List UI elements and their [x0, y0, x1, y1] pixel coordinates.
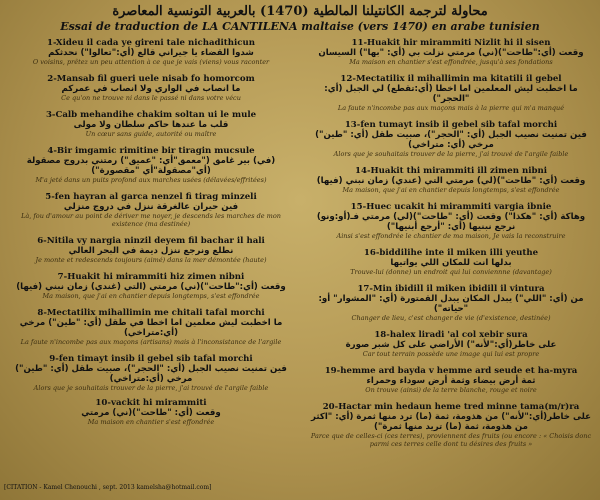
- verse-arabic-translation: وقعت (أي:"طاحت")(ني) مرمتي نزلت بي (أي: "بها") السيسان: [318, 48, 584, 58]
- verse-french-translation: Alors que je souhaitais trouver de la pierre, j'ai trouvé de l'argile faible: [33, 384, 269, 392]
- verse-arabic-translation: شدوا القضاء يا جيراني قالع (أي:"تعالوا") نحدثكم: [48, 48, 254, 58]
- verse-block: [306, 284, 596, 322]
- verse-block: [6, 110, 296, 138]
- verse-arabic-translation: وقعت (أي: "طاحت")(ني) مرمتي: [81, 408, 221, 418]
- verse-block: [6, 236, 296, 264]
- verse-french-translation: La faute n'incombe pas aux maçons mais à la pierre qui m'a manqué: [337, 104, 565, 112]
- verse-arabic-translation: فين تمنيت نصيب الجبل (أي: "الحجر")، صبيت طقل (أي: "طين") مرخي (أي: متراخي): [315, 130, 587, 150]
- verse-french-translation: Trouve-lui (donne) un endroit qui lui conviennne (davantage): [350, 268, 552, 276]
- verse-french-translation: O voisins, prêtez un peu attention à ce que je vais (viens) vous raconter: [32, 58, 270, 66]
- verse-maltese-line: 5-fen hayran al garca nenzel fi tirag minzeli: [45, 192, 257, 202]
- verse-arabic-translation: وقعت (أي:"طاحت")(ني) مرمتي (التي (غندي) زمان نبني (فيها): [16, 282, 286, 292]
- verse-arabic-translation: وهاكة (أي: "هكذا") وقعت (أي: "طاحت")(لي) مرمتي فـ(أو:ونو) نرجع نبنيها (أي: "أرجع أبنيها"): [316, 212, 586, 232]
- verse-maltese-line: 13-fen tumayt insib il gebel sib tafal morchi: [344, 120, 558, 130]
- verse-maltese-line: 8-Mectatilix mihallimin me chitali tafal morchi: [37, 308, 265, 318]
- verse-french-translation: On trouve (ainsi) de la terre blanche, rouge et noire: [365, 386, 537, 394]
- verse-maltese-line: 16-biddilihe inte il miken illi yeuthe: [363, 248, 539, 258]
- french-subtitle: Essai de traduction de LA CANTILENA maltaise (vers 1470) en arabe tunisien: [60, 20, 540, 33]
- verse-block: [306, 120, 596, 158]
- verse-arabic-translation: فين حيران عالغرقة ننزل في دروج منزلي: [63, 202, 239, 212]
- verse-block: [6, 74, 296, 102]
- verse-block: [306, 202, 596, 240]
- verse-block: [306, 366, 596, 394]
- verse-arabic-translation: نطلع ونرجع ننزل ديمة في البحر العالي: [68, 246, 234, 256]
- verse-maltese-line: 7-Huakit hi mirammiti hiz zimen nibni: [57, 272, 245, 282]
- verse-block: [306, 330, 596, 358]
- verse-block: [6, 272, 296, 300]
- verse-maltese-line: 6-Nitila vy nargia ninzil deyem fil bachar il hali: [37, 236, 265, 246]
- citation-footer: [CITATION - Kamel Chenouchi , sept. 2013 kamelsha@hotmail.com]: [4, 484, 212, 491]
- verse-maltese-line: 10-vackit hi mirammiti: [95, 398, 207, 408]
- verse-french-translation: Parce que de celles-ci (ces terres), proviennent des fruits (ou encore : « Choisis donc parmi ces terres celle dont tu désires des fruits »: [310, 432, 592, 448]
- verse-arabic-translation: ما انصاب في الواري ولا انصاب في عمركم: [61, 84, 241, 94]
- verse-arabic-translation: على خاطر(أي:"لأنه") من هذومة، ثمة (ما) ترد منها ثمرة (أي: "اكثر من هذومة، ثمة (ما) تريد منها ثمرة"): [310, 412, 592, 432]
- verse-arabic-translation: (في) بير غامق ("معمق"أي: "عميق") رمتني بدروج مصقولة (أي"مصقولة"أي "مقصورة"): [26, 156, 276, 176]
- verse-maltese-line: 12-Mectatilix il mihallimin ma kitatili il gebel: [340, 74, 562, 84]
- verse-french-translation: Je monte et redescends toujours (aimé) dans la mer démontée (haute): [35, 256, 267, 264]
- verse-arabic-translation: ثمة أرض بيضاء وثمة أرض سوداء وحمراء: [366, 376, 536, 386]
- verse-block: [306, 38, 596, 66]
- verse-french-translation: Alors que je souhaitais trouver de la pierre, j'ai trouvé de l'argile faible: [333, 150, 569, 158]
- verse-french-translation: Ce qu'on ne trouve ni dans le passé ni dans votre vécu: [61, 94, 241, 102]
- verse-maltese-line: 19-hemme ard bayda v hemme ard seude et ha-myra: [324, 366, 578, 376]
- verse-block: [6, 146, 296, 184]
- verse-french-translation: La faute n'incombe pas aux maçons (artisans) mais à l'inconsistance de l'argile: [20, 338, 282, 346]
- verse-french-translation: Ainsi s'est effondrée le chantier de ma maison, Je vais la reconstruire: [336, 232, 566, 240]
- verse-block: [6, 192, 296, 228]
- arabic-title: محاولة لترجمة الكانتيلنا المالطية (1470) بالعربية التونسية المعاصرة: [112, 4, 488, 19]
- verse-maltese-line: 9-fen timayt insib il gebel sib tafal morchi: [49, 354, 253, 364]
- verse-maltese-line: 3-Calb mehandihe chakim soltan ui le mule: [45, 110, 257, 120]
- verse-maltese-line: 2-Mansab fil gueri uele nisab fo homorcom: [47, 74, 255, 84]
- verse-arabic-translation: ما اخطبت ليش معلمين اما اخطا في طقل (أي: "طين") مرخي (أي:متراخي): [19, 318, 283, 338]
- verse-arabic-translation: فين تمنيت نصيب الجبل (أي: "الحجر")، صبيت طقل (أي: "طين") مرخي (أي:متراخي): [15, 364, 287, 384]
- verse-french-translation: Ma maison en chantier s'est effondrée: [87, 418, 215, 426]
- verse-block: [6, 354, 296, 392]
- verse-french-translation: Là, fou d'amour au point de dériver me noyer, je descends les marches de mon existence (ma destinée): [21, 212, 281, 228]
- verse-french-translation: Ma maison en chantier s'est effondrée, jusqu'à ses fondations: [349, 58, 553, 66]
- verse-french-translation: Un cœur sans guide, autorité ou maître: [85, 130, 217, 138]
- verse-block: [306, 402, 596, 448]
- verse-french-translation: Ma maison, que j'ai en chantier depuis longtemps, s'est effondrée: [342, 186, 560, 194]
- verse-french-translation: Changer de lieu, c'est changer de vie (d'existence, destinée): [351, 314, 551, 322]
- right-column: [306, 38, 596, 448]
- verse-block: [6, 38, 296, 66]
- verse-block: [6, 398, 296, 426]
- verse-maltese-line: 1-Xideu il cada ye gireni tale nichadithicun: [47, 38, 255, 48]
- verse-arabic-translation: بدلها انت للمكان اللي يواتيها: [390, 258, 512, 268]
- verse-french-translation: Ma maison, que j'ai en chantier depuis longtemps, s'est effondrée: [42, 292, 260, 300]
- verse-block: [6, 308, 296, 346]
- verse-maltese-line: 11-Huakit hir mirammiti Nizlit hi il sisen: [351, 38, 551, 48]
- verse-maltese-line: 4-Bir imgamic rimitine bir tiragin mucsule: [47, 146, 255, 156]
- verse-arabic-translation: قلب ما عندها حاكم سلطان ولا مولى: [73, 120, 229, 130]
- page-header: [0, 4, 600, 34]
- verse-maltese-line: 17-Min ibidill il miken ibidill il vintura: [357, 284, 545, 294]
- verse-block: [306, 74, 596, 112]
- verse-maltese-line: 20-Hactar min hedaun heme tred minne tama(m/r)ra: [322, 402, 580, 412]
- verse-arabic-translation: على خاطر(أي:"لأنه") الأراضي على كل شبر صورة: [345, 340, 557, 350]
- verse-arabic-translation: وقعت (أي: "طاحت")(لي) مرمتي التي (عندي) زمان نبني (فيها): [316, 176, 586, 186]
- verse-french-translation: Car tout terrain possède une image qui lui est propre: [362, 350, 540, 358]
- verse-block: [306, 248, 596, 276]
- verse-french-translation: M'a jeté dans un puits profond aux marches usées (délavées/effritées): [35, 176, 267, 184]
- verse-arabic-translation: من (أي: "اللي") يبدل المكان يبدل القمتورة (أي: "المشوار" أو: "حياته"): [318, 294, 584, 314]
- verse-arabic-translation: ما اخطبت ليش المعلمين اما اخطا (أي:تقطع) لي الجبل (أي: "الحجر"): [324, 84, 578, 104]
- left-column: [6, 38, 296, 426]
- verse-maltese-line: 14-Huakit thi mirammiti ill zimen nibni: [354, 166, 547, 176]
- verse-maltese-line: 15-Huec ucakit hi mirammiti vargia ibnie: [350, 202, 552, 212]
- verse-maltese-line: 18-halex liradi 'al col xebir sura: [374, 330, 528, 340]
- verse-block: [306, 166, 596, 194]
